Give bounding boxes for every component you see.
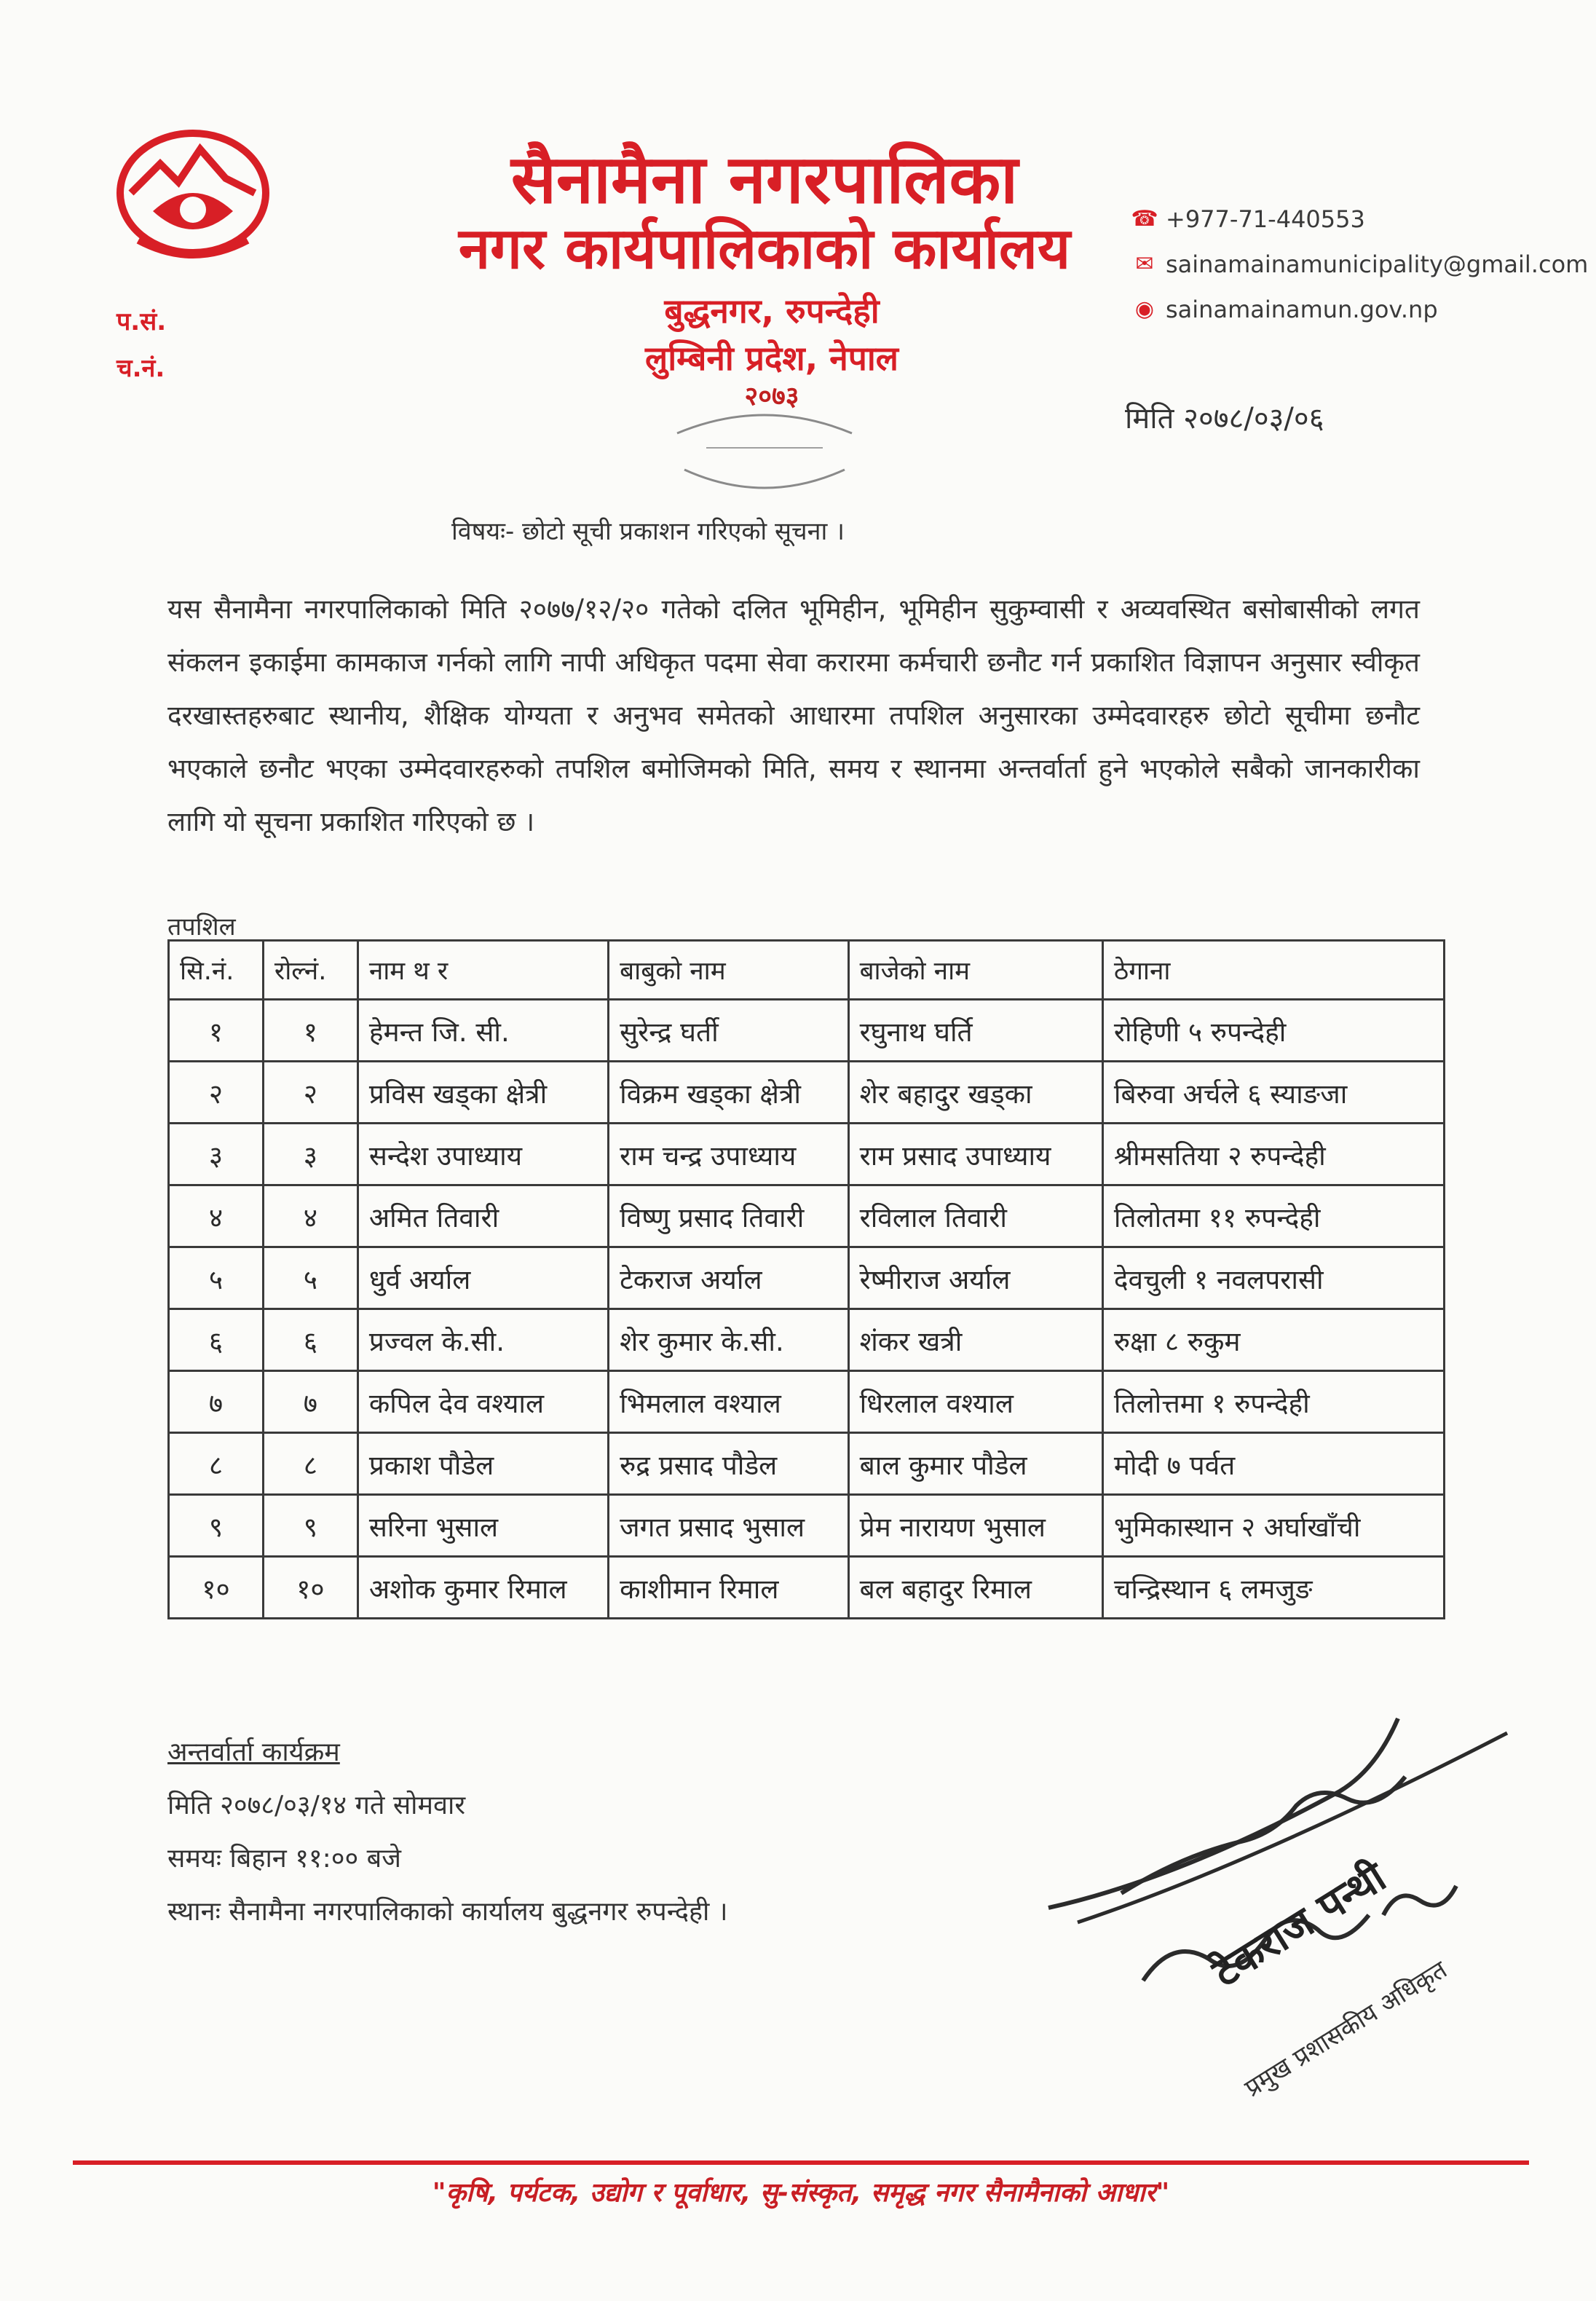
cell-serial: ९ — [169, 1495, 264, 1557]
cell-father: काशीमान रिमाल — [609, 1557, 848, 1619]
cell-father: राम चन्द्र उपाध्याय — [609, 1124, 848, 1185]
table-row — [169, 1062, 1445, 1124]
establishment-year: २०७३ — [744, 382, 799, 411]
table-row — [169, 1247, 1445, 1309]
cell-name: सन्देश उपाध्याय — [357, 1124, 608, 1185]
municipality-name: सैनामैना नगरपालिका — [510, 141, 1019, 218]
phone-number: +977-71-440553 — [1166, 205, 1365, 233]
schedule-place: स्थानः सैनामैना नगरपालिकाको कार्यालय बुद्धनगर रुपन्देही । — [167, 1897, 728, 1927]
shortlist-table — [167, 939, 1445, 1619]
cell-roll: ६ — [263, 1309, 357, 1371]
cell-address: बिरुवा अर्चले ६ स्याङजा — [1102, 1062, 1444, 1124]
cell-name: हेमन्त जि. सी. — [357, 1000, 608, 1062]
globe-icon: ◉ — [1134, 296, 1155, 322]
cell-name: अमित तिवारी — [357, 1185, 608, 1247]
cell-serial: ५ — [169, 1247, 264, 1309]
contact-block — [1132, 197, 1588, 332]
table-row — [169, 1557, 1445, 1619]
office-name: नगर कार्यपालिकाको कार्यालय — [458, 216, 1071, 282]
cell-serial: १ — [169, 1000, 264, 1062]
table-header-row — [169, 941, 1445, 1000]
address-line-1: बुद्धनगर, रुपन्देही — [664, 291, 880, 331]
cell-name: प्रज्वल के.सी. — [357, 1309, 608, 1371]
cell-father: शेर कुमार के.सी. — [609, 1309, 848, 1371]
footer-motto: "कृषि, पर्यटक, उद्योग र पूर्वाधार, सु-संस्कृत, समृद्ध नगर सैनामैनाको आधार" — [432, 2178, 1170, 2208]
cell-grandfather: शेर बहादुर खड्का — [848, 1062, 1102, 1124]
cell-roll: ३ — [263, 1124, 357, 1185]
schedule-time: समयः बिहान ११:०० बजे — [167, 1844, 401, 1874]
website-url: sainamainamun.gov.np — [1166, 296, 1438, 323]
cell-roll: २ — [263, 1062, 357, 1124]
cell-father: जगत प्रसाद भुसाल — [609, 1495, 848, 1557]
cell-father: विष्णु प्रसाद तिवारी — [609, 1185, 848, 1247]
office-seal-icon — [655, 404, 874, 499]
cell-address: रुक्षा ८ रुकुम — [1102, 1309, 1444, 1371]
cell-address: तिलोत्तमा १ रुपन्देही — [1102, 1371, 1444, 1433]
table-row — [169, 1371, 1445, 1433]
reference-block — [116, 299, 166, 392]
header-grandfather: बाजेको नाम — [848, 941, 1102, 1000]
table-row — [169, 1309, 1445, 1371]
cell-roll: ५ — [263, 1247, 357, 1309]
cell-serial: १० — [169, 1557, 264, 1619]
table-row — [169, 1185, 1445, 1247]
email-row — [1132, 242, 1588, 287]
cell-roll: १ — [263, 1000, 357, 1062]
cell-serial: ३ — [169, 1124, 264, 1185]
cell-name: कपिल देव वश्याल — [357, 1371, 608, 1433]
cell-address: देवचुली १ नवलपरासी — [1102, 1247, 1444, 1309]
ref-number-label: प.सं. — [116, 307, 167, 336]
cell-roll: ८ — [263, 1433, 357, 1495]
cell-grandfather: धिरलाल वश्याल — [848, 1371, 1102, 1433]
signatory-title: प्रमुख प्रशासकीय अधिकृत — [1239, 1955, 1453, 2104]
table-row — [169, 1000, 1445, 1062]
cell-father: रुद्र प्रसाद पौडेल — [609, 1433, 848, 1495]
cell-roll: ७ — [263, 1371, 357, 1433]
subject-line: विषयः- छोटो सूची प्रकाशन गरिएको सूचना । — [451, 517, 845, 546]
cell-address: रोहिणी ५ रुपन्देही — [1102, 1000, 1444, 1062]
interview-schedule — [167, 1726, 727, 1938]
cell-grandfather: रविलाल तिवारी — [848, 1185, 1102, 1247]
schedule-heading: अन्तर्वार्ता कार्यक्रम — [167, 1737, 340, 1767]
cell-father: विक्रम खड्का क्षेत्री — [609, 1062, 848, 1124]
cell-name: अशोक कुमार रिमाल — [357, 1557, 608, 1619]
phone-icon: ☎ — [1131, 206, 1158, 232]
cell-roll: १० — [263, 1557, 357, 1619]
table-body — [169, 1000, 1445, 1619]
municipality-emblem-icon — [109, 124, 277, 262]
letter-date: मिति २०७८/०३/०६ — [1125, 402, 1324, 435]
cell-address: तिलोतमा ११ रुपन्देही — [1102, 1185, 1444, 1247]
address-line-2: लुम्बिनी प्रदेश, नेपाल — [645, 339, 898, 378]
cell-grandfather: प्रेम नारायण भुसाल — [848, 1495, 1102, 1557]
header-serial: सि.नं. — [169, 941, 264, 1000]
header-name: नाम थ र — [357, 941, 608, 1000]
cell-father: भिमलाल वश्याल — [609, 1371, 848, 1433]
table-caption: तपशिल — [167, 912, 236, 942]
notice-body: यस सैनामैना नगरपालिकाको मिति २०७७/१२/२० गतेको दलित भूमिहीन, भूमिहीन सुकुम्वासी र अव्यवस्थित बसोबासीको लगत संकलन इकाईमा कामकाज गर्नको लागि नापी अधिकृत पदमा सेवा करारमा कर्मचारी छनौट गर्न प्रकाशित विज्ञापन अनुसार स्वीकृत दरखास्तहरुबाट स्थानीय, शैक्षिक योग्यता र अनुभव समेतको आधारमा तपशिल अनुसारका उम्मेदवारहरु छोटो सूचीमा छनौट भएकाले छनौट भएका उम्मेदवारहरुको तपशिल बमोजिमको मिति, समय र स्थानमा अन्तर्वार्ता हुने भएकोले सबैको जानकारीका लागि यो सूचना प्रकाशित गरिएको छ । — [167, 593, 1420, 837]
cell-roll: ९ — [263, 1495, 357, 1557]
table-row — [169, 1495, 1445, 1557]
cell-father: सुरेन्द्र घर्ती — [609, 1000, 848, 1062]
cell-address: भुमिकास्थान २ अर्घाखाँची — [1102, 1495, 1444, 1557]
cell-father: टेकराज अर्याल — [609, 1247, 848, 1309]
cell-serial: ८ — [169, 1433, 264, 1495]
cell-name: प्रकाश पौडेल — [357, 1433, 608, 1495]
header-father: बाबुको नाम — [609, 941, 848, 1000]
schedule-date: मिति २०७८/०३/१४ गते सोमवार — [167, 1791, 466, 1820]
footer-divider — [73, 2159, 1529, 2166]
cell-address: चन्द्रिस्थान ६ लमजुङ — [1102, 1557, 1444, 1619]
website-row — [1132, 287, 1588, 332]
cell-serial: ४ — [169, 1185, 264, 1247]
cell-grandfather: बाल कुमार पौडेल — [848, 1433, 1102, 1495]
cell-address: श्रीमसतिया २ रुपन्देही — [1102, 1124, 1444, 1185]
table-row — [169, 1433, 1445, 1495]
cell-name: सरिना भुसाल — [357, 1495, 608, 1557]
cell-grandfather: शंकर खत्री — [848, 1309, 1102, 1371]
phone-row — [1132, 197, 1588, 242]
cell-grandfather: राम प्रसाद उपाध्याय — [848, 1124, 1102, 1185]
cell-grandfather: रघुनाथ घर्ति — [848, 1000, 1102, 1062]
cell-serial: ७ — [169, 1371, 264, 1433]
cell-serial: ६ — [169, 1309, 264, 1371]
email-address: sainamainamunicipality@gmail.com — [1166, 250, 1589, 278]
header-address: ठेगाना — [1102, 941, 1444, 1000]
cell-grandfather: रेष्मीराज अर्याल — [848, 1247, 1102, 1309]
cell-name: प्रविस खड्का क्षेत्री — [357, 1062, 608, 1124]
signatory-name: टेकराज पन्थी — [1204, 1853, 1394, 1997]
cell-roll: ४ — [263, 1185, 357, 1247]
cell-address: मोदी ७ पर्वत — [1102, 1433, 1444, 1495]
email-icon: ✉ — [1135, 251, 1154, 277]
table-row — [169, 1124, 1445, 1185]
dispatch-number-label: च.नं. — [116, 354, 165, 383]
cell-serial: २ — [169, 1062, 264, 1124]
cell-grandfather: बल बहादुर रिमाल — [848, 1557, 1102, 1619]
cell-name: धुर्व अर्याल — [357, 1247, 608, 1309]
header-roll: रोल्नं. — [263, 941, 357, 1000]
